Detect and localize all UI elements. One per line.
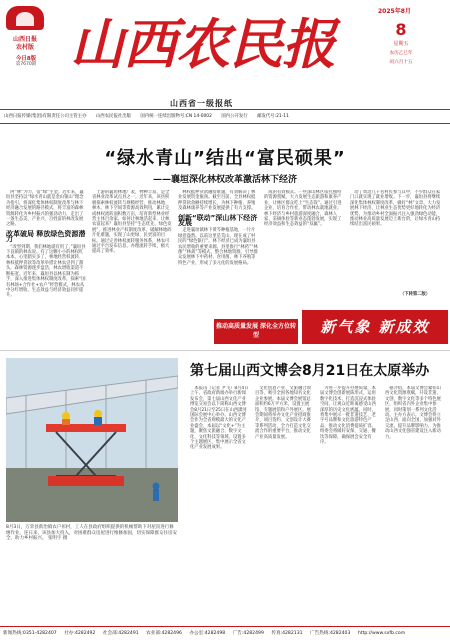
- lead-body: “改型到期，我们林地就有用了，”襄垣县下良镇的林农说。有了这颗小小的林权红本本，心里踏实多了，林地经营权流转、林权抵押贷款等改革举措让林农尝到了甜头，森林资源逐步盘活，林农增收渠道不断拓宽。近年来，襄垣县以林长制为抓手，深入推进集体林权制度改革，探索“国有林场+合作社+农户”经营模式，林农从中分红增收，生态效益与经济效益同步提升。: [6, 244, 86, 299]
- construction-lift-illustration: [6, 358, 178, 522]
- edition-pages: 今日8版: [15, 56, 37, 62]
- badge-line2: 农村版: [15, 44, 34, 51]
- lunar-date: 闰六月十五: [389, 60, 413, 65]
- second-column-1: [190, 386, 250, 622]
- newspaper-logo-icon: [6, 6, 44, 30]
- continued-note: （下转第二版）: [400, 292, 431, 297]
- second-body: 据介绍，本届文博会紧扣山西文化资源禀赋，开设非遗、文创、数字文化等多个特色展区，组织省内外企业集中参展，同时策划一系列文化活动。主办方表示，文博会将立足山西、面向全国，加强对外交流，提升品牌影响力，为推动山西文化强省建设注入新动力。: [385, 386, 441, 440]
- second-body: 本报讯（记者 尹飞）8月4日上午，省政府新闻办举行新闻发布会，第七届山西文化产业博览交易会以下简称山西文博会8月21日至25日在山西潇河国际会展中心举办。山西文博会作为全省规模最大的文化产业盛会，本届以“文化+”为主题，聚焦文旅融合、数字文化、文化科技等领域，设置多个主题展区，集中展示全省文化产业发展成果。: [190, 386, 249, 451]
- lead-body: 走进襄垣镇林下黄芩种植基地，一片片绿意盎然。以前这里是荒山，现在成了村民的“绿色银行”。林下经济已成为襄垣县农民增收的重要来源。县里推行“林药”“林菌”“林禽”等模式，整合林地资源，引导群众发展林下中药材、食用菌、林下养殖等特色产业，形成了多元化的发展格局。: [178, 228, 258, 266]
- promo-banner-small[interactable]: 推动高质量发展 深化全方位转型: [214, 319, 298, 344]
- info-item: 国内公开发行: [221, 114, 248, 119]
- section-heading: 创新“联动”深山林下经济发展: [178, 213, 258, 228]
- news-photo[interactable]: [6, 358, 178, 522]
- issue-date: 2025年8月: [378, 8, 411, 15]
- lead-body: 林权抵押贷款融资难题，有效解决了林业发展资金瓶颈。截至目前，全县林权抵押贷款余额持续增长，为林下种植、养殖及森林康养等产业发展提供了有力支撑。: [178, 190, 256, 212]
- info-item: 邮发代号:21-11: [257, 114, 289, 119]
- photo-caption: 8月3日，万荣县新治镇农户祁村，工人在县政府组织提供的机械帮助下对屋顶进行修缮作业。连日来，该县加大投入，对困难群众房屋进行维修加固，切实保障群众住房安全，助力乡村振兴。 张明宇 摄: [6, 525, 177, 542]
- info-item: 山西农民报社出版: [95, 114, 132, 119]
- lead-intro: 阿“林”为力，借“绿”生金。近年来，襄垣县坚持以“绿水青山就是金山银山”理念为指引，将深化集体林权制度改革与林下经济融合发展的路径模式，将丰富的森林资源转化为乡村振兴的强劲动力，走出了一条生态美、产业兴、百姓富的林改发展之路。: [6, 190, 84, 228]
- lead-column-1: [6, 190, 86, 360]
- weekday: 星期五: [393, 41, 409, 47]
- second-column-3: [320, 386, 380, 622]
- second-body: 文化创意产业、文旅融合项目等，吸引全国各地知名文化企业参展。本届文博会展馆总面积约6万平方米，设置主展馆、专题展馆和户外展区。展会期间将举办文化产业招商推介、项目签约、文创设计大赛等系列活动，全力打造文化交流合作的重要平台，推动文化产业高质量发展。: [255, 386, 311, 440]
- footer-item: 办公室:4282498: [189, 631, 226, 636]
- second-body: 为进一步提升办展质量，本届文博会创新展陈形式，运用数字化技术，打造沉浸式体验空间，让观众近距离感受山西深厚的历史文化底蕴。同时，将集中展示一批非遗技艺、老字号品牌和文化旅游特色产品，推动文化消费提质扩容。组委会将做好安保、交通、餐饮等保障，确保展会安全有序。: [320, 386, 376, 446]
- info-item: 国内统一连续出版物号:CN 14-0002: [140, 114, 212, 119]
- secondary-headline[interactable]: 第七届山西文博会8月21日在太原举办: [190, 363, 430, 379]
- lead-column-5: [350, 190, 444, 290]
- footer-item: 新闻热线:0351-4282407: [3, 631, 57, 636]
- publisher-info-bar: [0, 109, 450, 124]
- lead-headline[interactable]: “绿水青山”结出“富民硕果”: [104, 148, 346, 169]
- lead-column-4: [264, 190, 344, 300]
- footer-item: 社办:4282492: [64, 631, 96, 636]
- edition-number: 第7670期: [15, 62, 37, 67]
- second-column-2: [255, 386, 315, 622]
- masthead-title: 山西农民报: [70, 12, 335, 70]
- issue-day: 8: [395, 20, 407, 39]
- info-item: 山西日报传媒(集团)有限责任公司主管主办: [4, 114, 87, 119]
- lead-column-3: [178, 190, 258, 300]
- lead-subheadline: ——襄垣深化林权改革激活林下经济: [152, 175, 297, 185]
- second-column-4: [385, 386, 445, 622]
- lead-body: 成的有效模式。一些深山林区依托独特的资源禀赋，大力发展生态旅游和康养产业，让林区群众吃上“生态饭”。通过引进企业、培育合作社，带动林农就地就业。林下经济与乡村旅游深度融合，森林人家、采摘体验等新业态蓬勃发展，实现了经济效益和生态效益的“双赢”。: [264, 190, 342, 228]
- section-heading: 改革破局 释放绿色资源潜力: [6, 229, 86, 244]
- footer-item: 社会部:4282491: [102, 631, 139, 636]
- lead-body: 上游的襄垣林地广袤，物种丰富，是全省林业改革试点县之一。近年来，该县积极探索林权流转与规模经营，推动林地、林木、林下空间等资源高效利用，累计完成林权流转面积数万亩，培育新型林业经营主体百余家。如何让林地活起来、让林农富起来？襄垣县坚持“生态优先、绿色发展”，推进林业产权制度改革，破解林地碎片化难题，实现了山更绿、民更富的目标。通过完善林权流转服务体系，林农可通过平台发布信息、办理流转手续，极大提高了效率。: [92, 190, 172, 255]
- footer-item: 农业部:4282496: [146, 631, 182, 636]
- footer-item: 传真:4282131: [271, 631, 303, 636]
- footer-link[interactable]: http://www.sxfb.com: [357, 631, 406, 636]
- masthead-subtitle: 山西省一级报纸: [170, 99, 233, 108]
- footer-item: 广告:4282499: [232, 631, 264, 636]
- contact-footer: [0, 626, 450, 641]
- section-divider: [0, 350, 450, 351]
- footer-item: 广告热线:4282403: [310, 631, 351, 636]
- lunar-year: 农历乙巳年: [389, 51, 413, 56]
- badge-line1: 山西日报: [12, 36, 37, 43]
- promo-banner-big[interactable]: 新气象 新成效: [302, 310, 448, 344]
- lead-column-2: [92, 190, 172, 300]
- lead-body: 动了周边几千名村民参与其中，不少群众在家门口就实现了就业增收。下一步，襄垣县将继续深化集体林权制度改革，做好“林”文章，大力发展林下经济，让林业生态优势更好地转化为经济优势，为推动乡村全面振兴注入强劲绿色动能，推动林业高质量发展迈上新台阶，让绿水青山持续结出富民硕果。: [350, 190, 441, 228]
